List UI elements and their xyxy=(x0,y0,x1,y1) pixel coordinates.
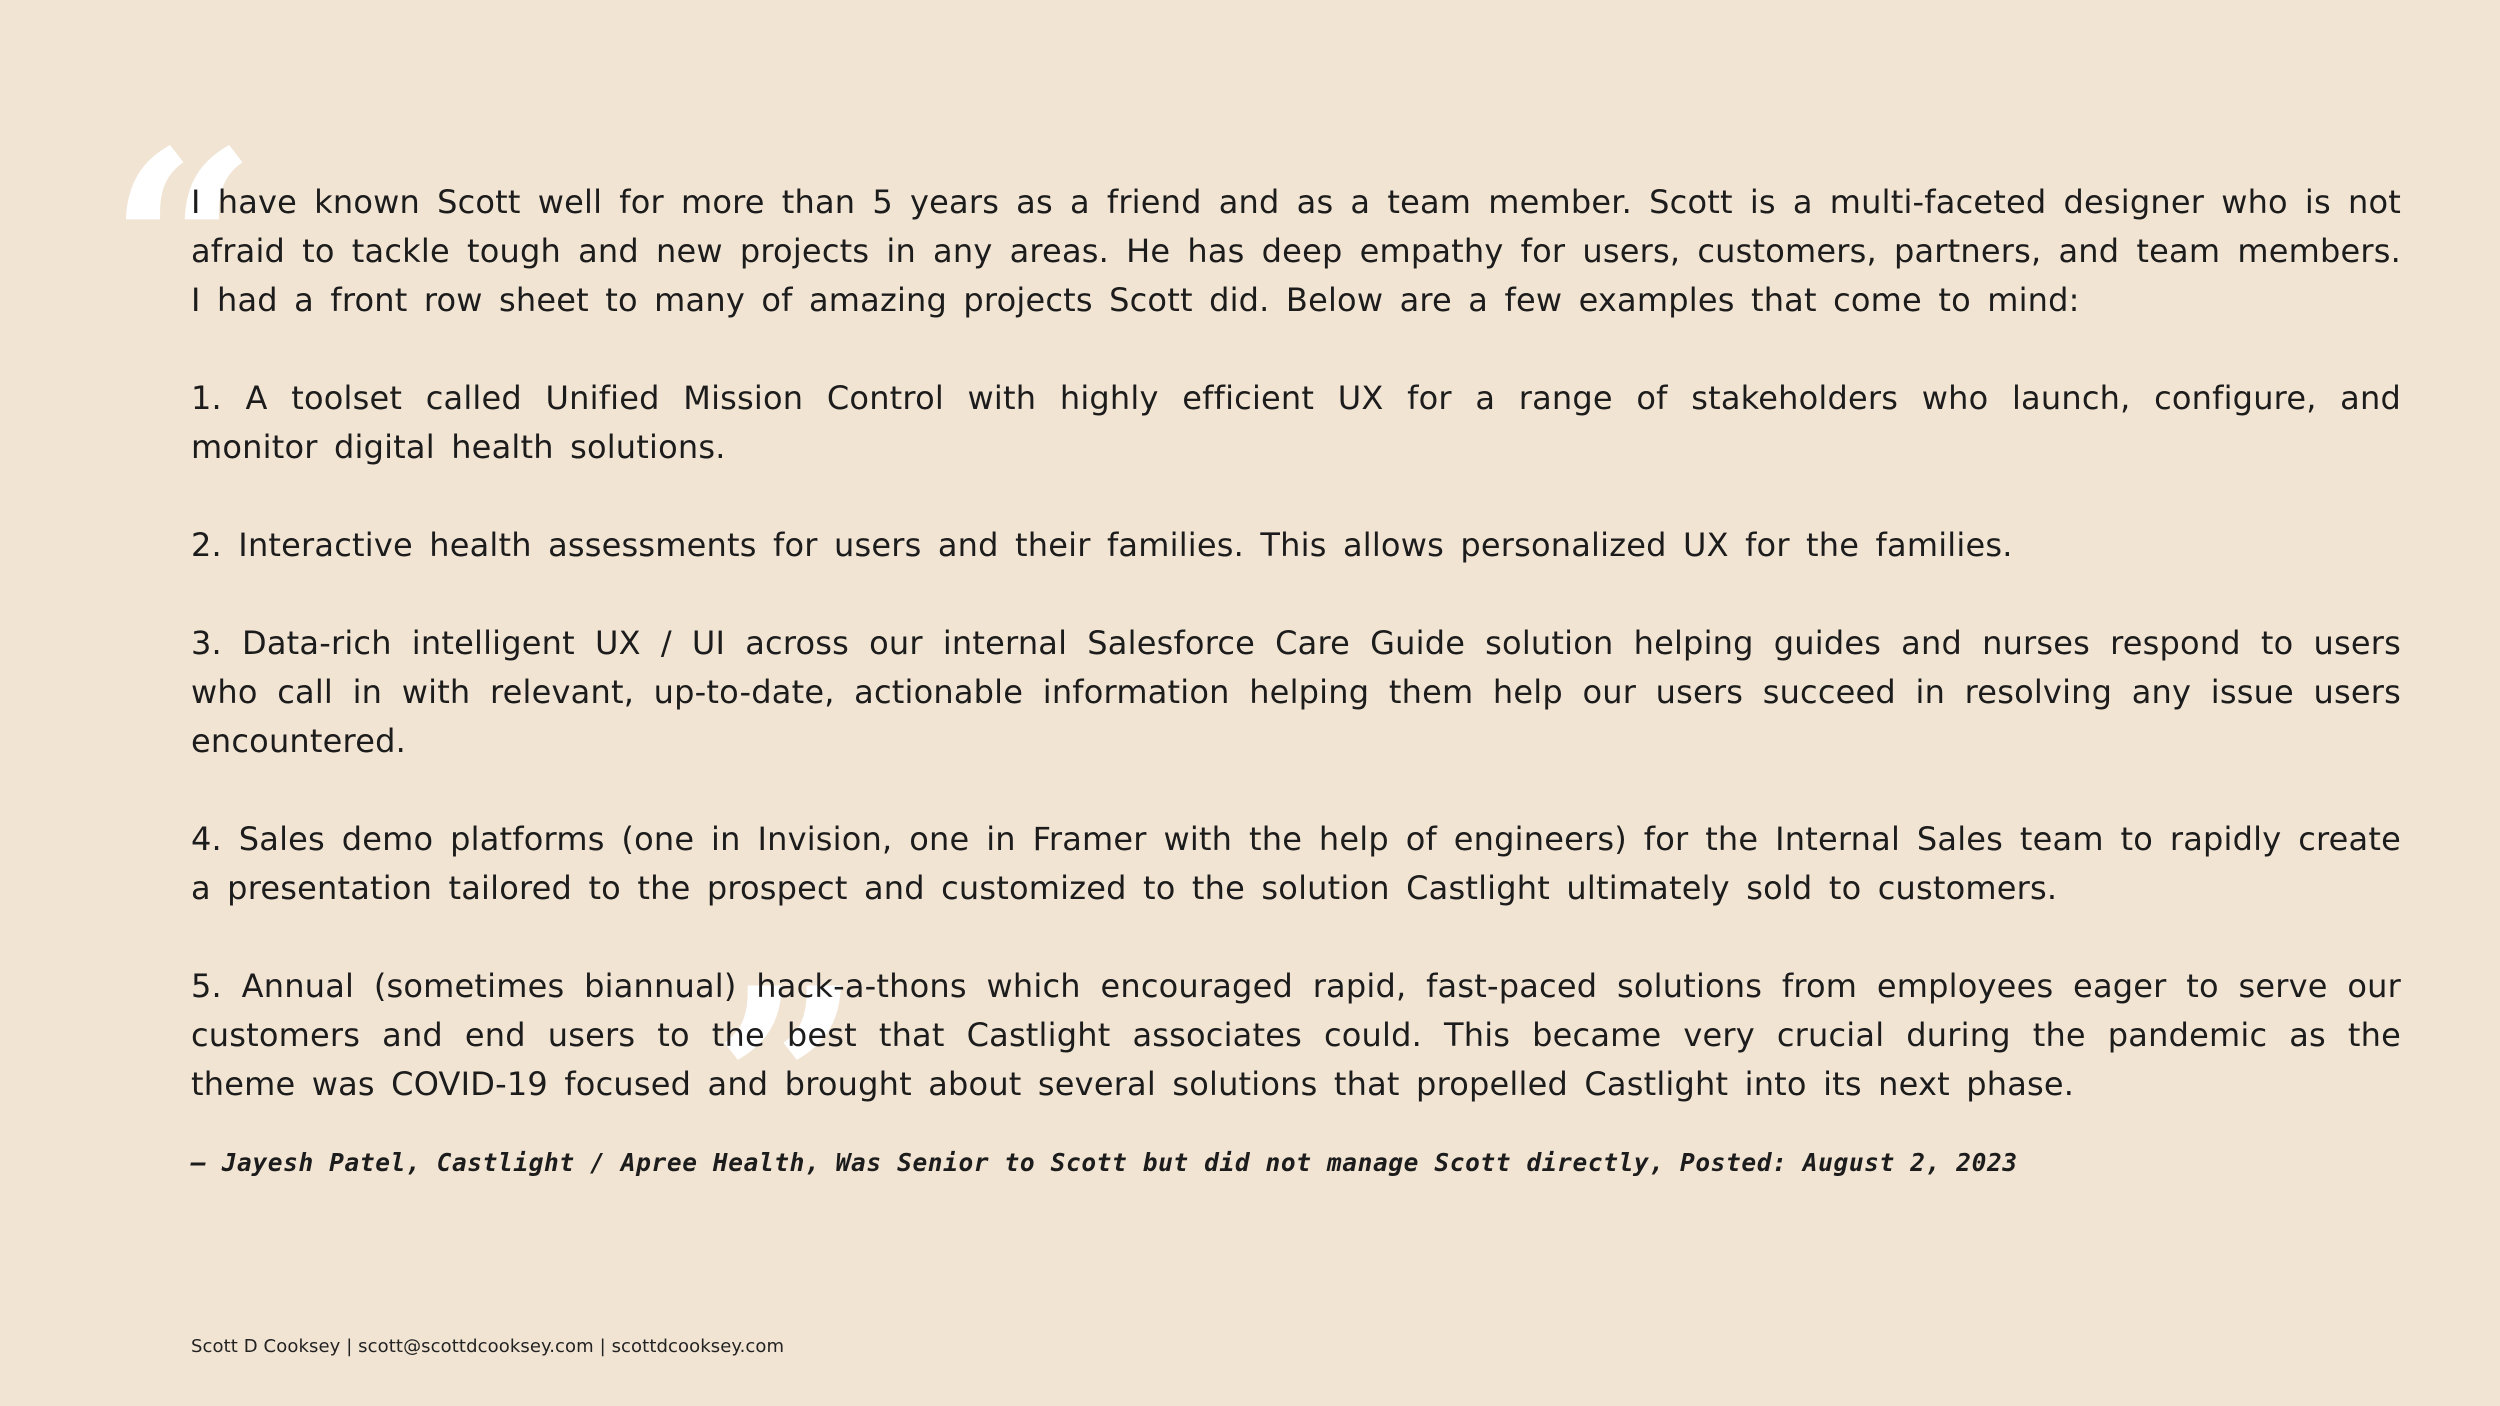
footer-contact: Scott D Cooksey | scott@scottdcooksey.com | scottdcooksey.com xyxy=(191,1336,785,1357)
testimonial-intro: I have known Scott well for more than 5 years as a friend and as a team member. Scott is a multi-faceted designer who is not afraid to tackle tough and new projects in any areas. He has deep empathy for users, customers, partners, and team members. I had a front row sheet to many of amazing projects Scott did. Below are a few examples that come to mind: xyxy=(191,183,2401,319)
testimonial-attribution: — Jayesh Patel, Castlight / Apree Health, Was Senior to Scott but did not manage Scott directly, Posted: August 2, 2023 xyxy=(191,1148,2018,1177)
close-quote-icon: ” xyxy=(712,932,862,1237)
testimonial-item-5: 5. Annual (sometimes biannual) hack-a-thons which encouraged rapid, fast-paced solutions from employees eager to serve our customers and end users to the best that Castlight associates could. This became very crucial during the pandemic as the theme was COVID-19 focused and brought about several solutions that propelled Castlight into its next phase. xyxy=(191,967,2401,1103)
testimonial-item-3: 3. Data-rich intelligent UX / UI across our internal Salesforce Care Guide solution helping guides and nurses respond to users who call in with relevant, up-to-date, actionable information helping them help our users succeed in resolving any issue users encountered. xyxy=(191,624,2401,760)
testimonial-body xyxy=(191,178,2401,1158)
testimonial-item-1: 1. A toolset called Unified Mission Control with highly efficient UX for a range of stakeholders who launch, configure, and monitor digital health solutions. xyxy=(191,379,2401,466)
open-quote-icon: “ xyxy=(108,95,258,400)
testimonial-item-2: 2. Interactive health assessments for users and their families. This allows personalized UX for the families. xyxy=(191,526,2013,564)
testimonial-item-4: 4. Sales demo platforms (one in Invision, one in Framer with the help of engineers) for the Internal Sales team to rapidly create a presentation tailored to the prospect and customized to the solution Castlight ultimately sold to customers. xyxy=(191,820,2401,907)
